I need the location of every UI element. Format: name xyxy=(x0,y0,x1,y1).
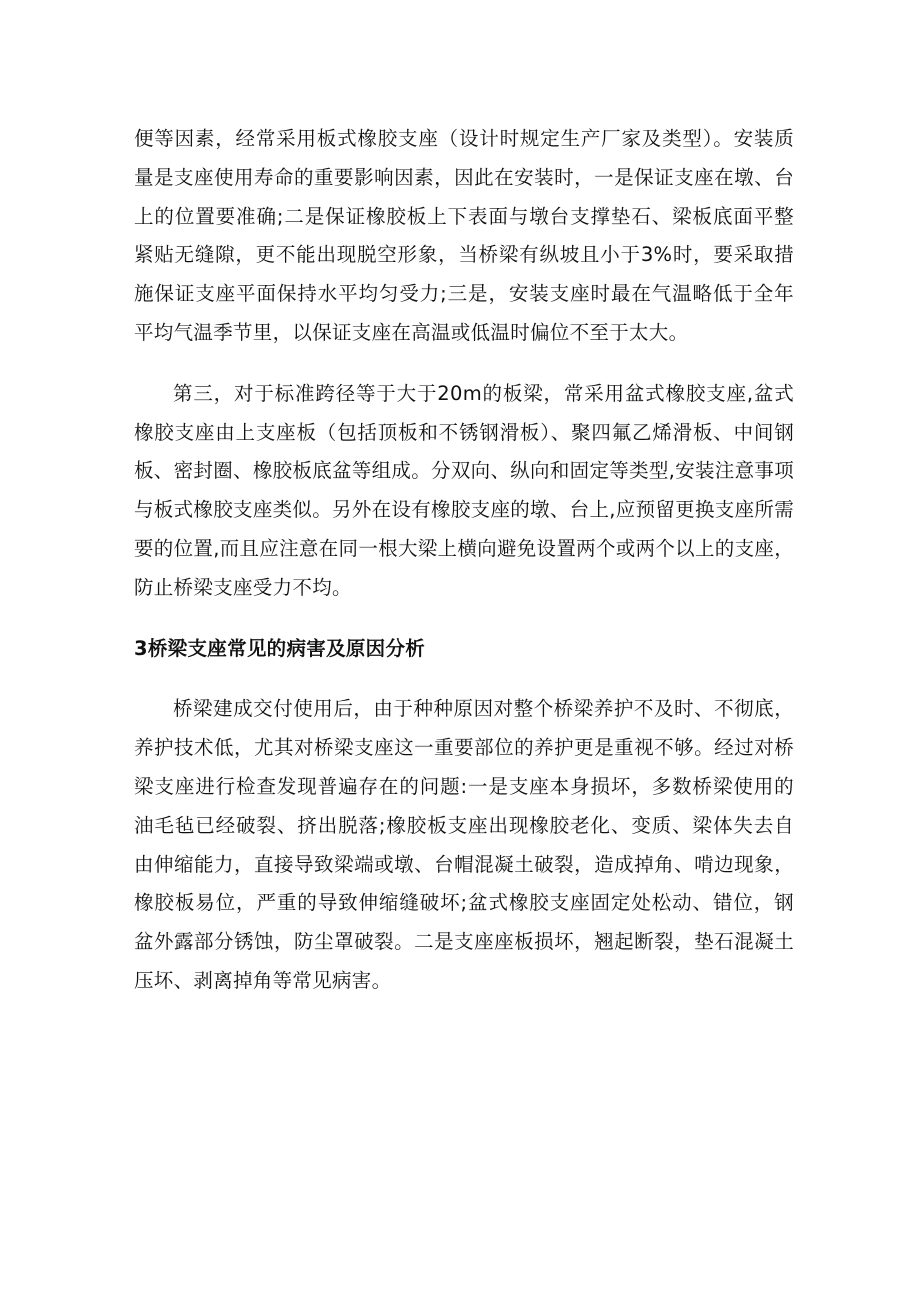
paragraph-continued: 便等因素，经常采用板式橡胶支座（设计时规定生产厂家及类型）。安装质量是支座使用寿命的重要影响因素，因此在安装时，一是保证支座在墩、台上的位置要准确;二是保证橡胶板上下表面与墩台支撑垫石、梁板底面平整紧贴无缝隙，更不能出现脱空形象，当桥梁有纵坡且小于3%时，要采取措施保证支座平面保持水平均匀受力;三是，安装支座时最在气温略低于全年平均气温季节里，以保证支座在高温或低温时偏位不至于太大。 xyxy=(134,127,794,344)
paragraph-bearing-defects: 桥梁建成交付使用后，由于种种原因对整个桥梁养护不及时、不彻底，养护技术低，尤其对桥梁支座这一重要部位的养护更是重视不够。经过对桥梁支座进行检查发现普遍存在的问题:一是支座本身损坏，多数桥梁使用的油毛毡已经破裂、挤出脱落;橡胶板支座出现橡胶老化、变质、梁体失去自由伸缩能力，直接导致梁端或墩、台帽混凝土破裂，造成掉角、啃边现象，橡胶板易位，严重的导致伸缩缝破坏;盆式橡胶支座固定处松动、错位，钢盆外露部分锈蚀，防尘罩破裂。二是支座座板损坏，翘起断裂，垫石混凝土压坏、剥离掉角等常见病害。 xyxy=(134,697,794,992)
paragraph-pot-bearing: 第三，对于标准跨径等于大于20m的板梁，常采用盆式橡胶支座,盆式橡胶支座由上支座板（包括顶板和不锈钢滑板）、聚四氟乙烯滑板、中间钢板、密封圈、橡胶板底盆等组成。分双向、纵向和固定等类型,安装注意事项与板式橡胶支座类似。另外在设有橡胶支座的墩、台上,应预留更换支座所需要的位置,而且应注意在同一根大梁上横向避免设置两个或两个以上的支座，防止桥梁支座受力不均。 xyxy=(134,381,794,599)
document-body xyxy=(134,120,794,1001)
section-heading: 3桥梁支座常见的病害及原因分析 xyxy=(134,636,426,660)
